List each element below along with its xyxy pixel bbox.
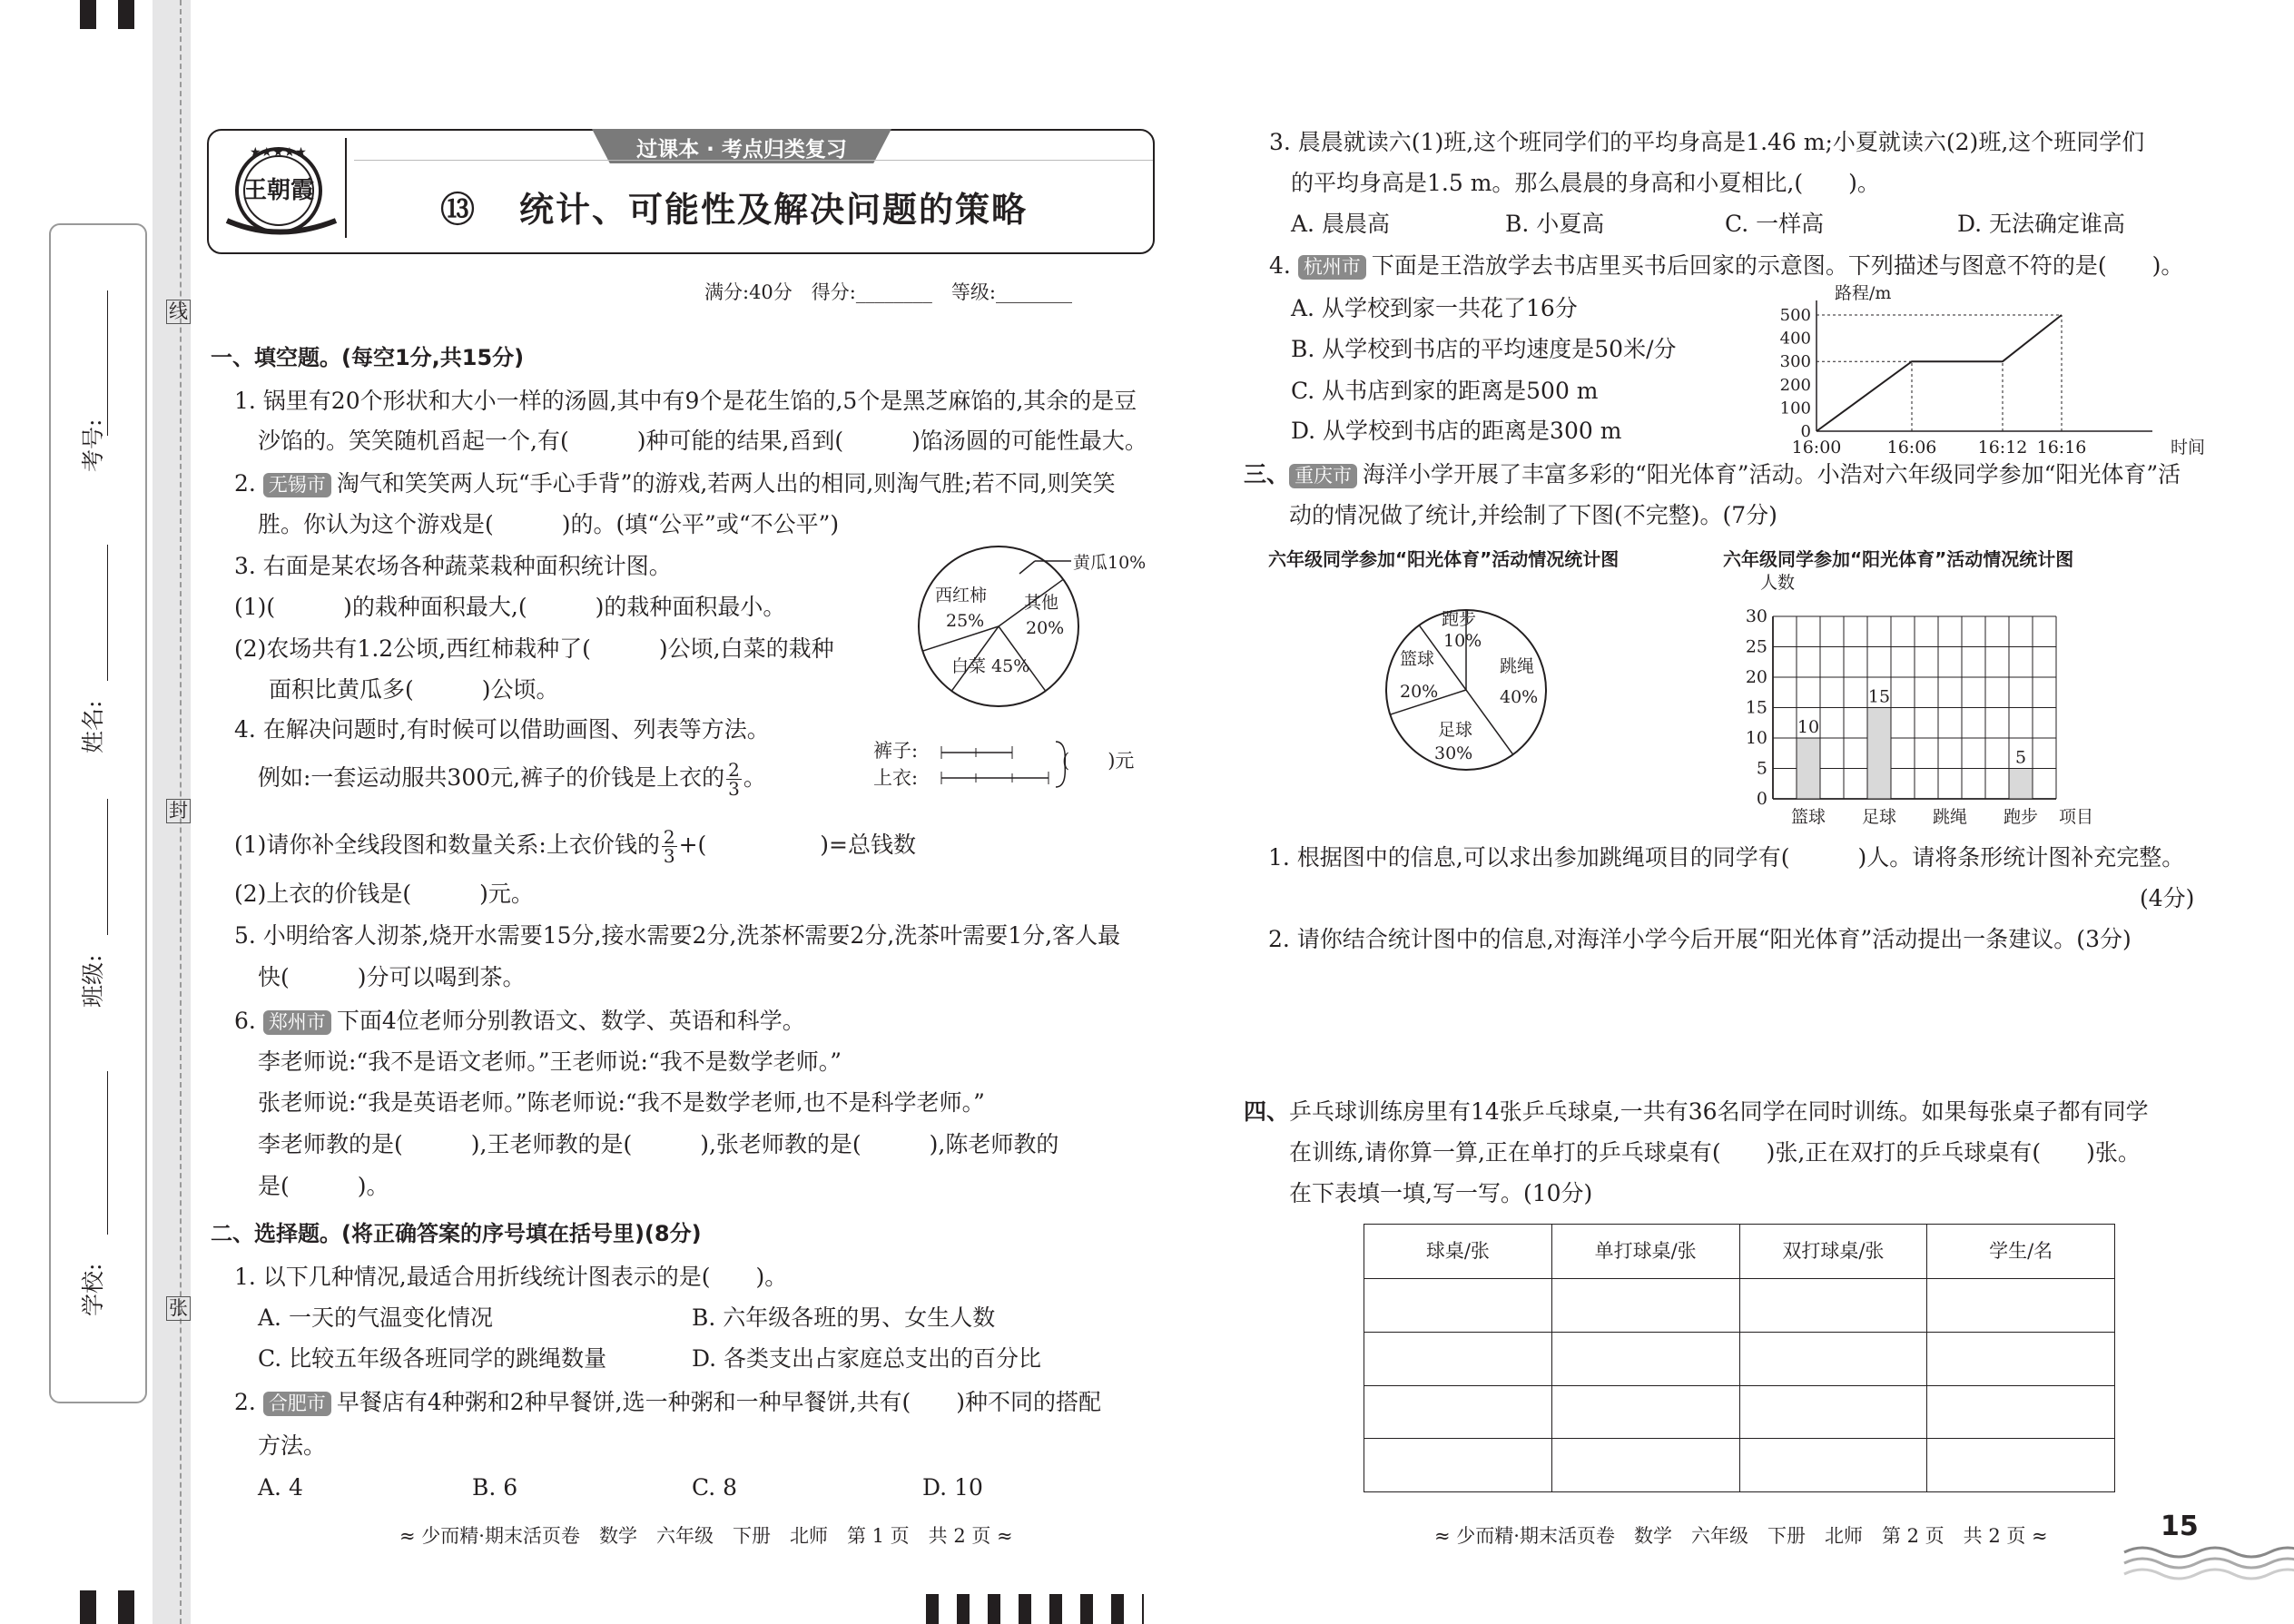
- question-text: 沙馅的。笑笑随机舀起一个,有( )种可能的结果,舀到( )馅汤圆的可能性最大。: [258, 428, 1147, 454]
- pie-chart-title: 六年级同学参加“阳光体育”活动情况统计图: [1268, 548, 1620, 570]
- option-c[interactable]: C. 一样高: [1725, 211, 1825, 237]
- table-cell[interactable]: [1551, 1332, 1739, 1385]
- seg-label-shirt: 上衣:: [873, 767, 919, 789]
- question-text: 动的情况做了统计,并绘制了下图(不完整)。(7分): [1289, 502, 1777, 528]
- table-header: 单打球桌/张: [1551, 1225, 1739, 1279]
- bar-足球: [1867, 708, 1891, 800]
- pie-label: 40%: [1500, 687, 1539, 707]
- score-line: 满分:40分 得分:________ 等级:________: [704, 281, 1072, 303]
- question-text: 3. 晨晨就读六(1)班,这个班同学们的平均身高是1.46 m;小夏就读六(2)班,这个班同学们: [1269, 129, 2145, 155]
- registration-mark: [118, 0, 134, 29]
- school-line[interactable]: [107, 1071, 109, 1235]
- bar-chart-title: 六年级同学参加“阳光体育”活动情况统计图: [1723, 548, 2074, 570]
- question-text: 例如:一套运动服共300元,裤子的价钱是上衣的: [258, 764, 725, 791]
- table-cell[interactable]: [1927, 1332, 2115, 1385]
- footer-right: ≈ 少而精·期末活页卷 数学 六年级 下册 北师 第 2 页 共 2 页 ≈: [1434, 1525, 2048, 1547]
- table-cell[interactable]: [1364, 1332, 1552, 1385]
- table-cell[interactable]: [1551, 1279, 1739, 1333]
- y-tick-label: 5: [1756, 758, 1767, 779]
- y-tick-label: 300: [1779, 352, 1811, 372]
- y-tick-label: 20: [1745, 667, 1767, 687]
- option-c[interactable]: C. 8: [692, 1474, 738, 1501]
- question-text: 在下表填一填,写一写。(10分): [1289, 1180, 1593, 1206]
- question-text: 乒乓球训练房里有14张乒乓球桌,一共有36名同学在同时训练。如果每张桌子都有同学: [1289, 1098, 2149, 1125]
- fraction: $\frac{2}{3}$: [663, 826, 675, 867]
- sports-bar-chart[interactable]: [1729, 572, 2092, 831]
- table-grid: [1364, 1224, 2115, 1492]
- x-tick-label: 跳绳: [1932, 807, 1968, 827]
- option-b[interactable]: B. 6: [472, 1474, 518, 1501]
- option-d[interactable]: D. 无法确定谁高: [1957, 211, 2126, 237]
- x-tick-label: 16:12: [1977, 438, 2028, 458]
- vegetable-pie-chart: [908, 536, 1171, 717]
- table-cell[interactable]: [1927, 1279, 2115, 1333]
- question-text: 的平均身高是1.5 m。那么晨晨的身高和小夏相比,( )。: [1291, 170, 1880, 196]
- data-label: 15: [1867, 686, 1891, 707]
- question-text: 1. 锅里有20个形状和大小一样的汤圆,其中有9个是花生馅的,5个是黑芝麻馅的,其余的是豆: [234, 388, 1137, 414]
- y-tick-label: 100: [1779, 399, 1811, 418]
- wave-decoration: [2124, 1543, 2294, 1589]
- sports-pie-chart: [1380, 599, 1561, 781]
- region-tag: 合肥市: [263, 1392, 331, 1416]
- option-b[interactable]: B. 从学校到书店的平均速度是50米/分: [1291, 336, 1677, 362]
- y-tick-label: 0: [1756, 789, 1767, 809]
- page-title: 统计、可能性及解决问题的策略: [519, 190, 1029, 230]
- fraction: $\frac{2}{3}$: [728, 759, 740, 800]
- table-cell[interactable]: [1739, 1332, 1927, 1385]
- x-tick-label: 16:00: [1791, 438, 1842, 458]
- subtitle: 过课本 · 考点归类复习: [636, 138, 847, 162]
- lesson-number: ⑬: [440, 190, 476, 230]
- registration-mark: [118, 1590, 134, 1624]
- class-label: 班级:: [80, 954, 106, 1008]
- table-cell[interactable]: [1364, 1279, 1552, 1333]
- region-tag: 郑州市: [263, 1010, 331, 1035]
- option-d[interactable]: D. 各类支出占家庭总支出的百分比: [692, 1345, 1042, 1372]
- distance-line-chart: [1775, 283, 2206, 458]
- table-cell[interactable]: [1739, 1439, 1927, 1492]
- segment-diagram[interactable]: [940, 737, 1076, 792]
- header-rule: [354, 160, 1153, 162]
- question-text: 在训练,请你算一算,正在单打的乒乓球桌有( )张,正在双打的乒乓球桌有( )张。: [1289, 1139, 2141, 1166]
- registration-mark: [926, 1594, 1144, 1624]
- bar-跑步: [2009, 769, 2033, 800]
- exam-number-line[interactable]: [107, 290, 109, 436]
- pie-label: 白菜 45%: [951, 656, 1030, 676]
- pie-label: 黄瓜10%: [1073, 553, 1147, 573]
- registration-mark: [80, 0, 96, 29]
- x-tick-label: 16:16: [2036, 438, 2087, 458]
- question-text: 下面4位老师分别教语文、数学、英语和科学。: [336, 1008, 805, 1034]
- table-cell[interactable]: [1551, 1385, 1739, 1439]
- student-info-box: [49, 223, 147, 1403]
- pie-label: 20%: [1400, 682, 1439, 702]
- question-text: 快( )分可以喝到茶。: [258, 964, 526, 990]
- section2-heading: 二、选择题。(将正确答案的序号填在括号里)(8分): [211, 1221, 702, 1246]
- question-text: 胜。你认为这个游戏是( )的。(填“公平”或“不公平”): [258, 511, 840, 537]
- table-cell[interactable]: [1739, 1279, 1927, 1333]
- seg-label-pants: 裤子:: [873, 740, 919, 762]
- pie-label: 其他: [1024, 593, 1059, 613]
- table-cell[interactable]: [1927, 1439, 2115, 1492]
- table-cell[interactable]: [1364, 1439, 1552, 1492]
- question-text: 是( )。: [258, 1173, 389, 1199]
- pie-label: 25%: [946, 611, 985, 631]
- x-tick-label: 16:06: [1886, 438, 1937, 458]
- x-tick-label: 足球: [1861, 807, 1897, 827]
- seal-seal-label: 封: [166, 799, 191, 823]
- question-text: 1. 根据图中的信息,可以求出参加跳绳项目的同学有( )人。请将条形统计图补充完整。: [1268, 844, 2185, 871]
- bar-篮球: [1797, 738, 1820, 799]
- question-text: 淘气和笑笑两人玩“手心手背”的游戏,若两人出的相同,则淘气胜;若不同,则笑笑: [336, 470, 1116, 497]
- x-tick-label: 篮球: [1790, 807, 1826, 827]
- region-tag: 无锡市: [263, 473, 331, 497]
- logo: [222, 134, 340, 241]
- footer-left: ≈ 少而精·期末活页卷 数学 六年级 下册 北师 第 1 页 共 2 页 ≈: [399, 1525, 1013, 1547]
- pie-label: 30%: [1434, 743, 1473, 763]
- data-label: 10: [1797, 717, 1820, 737]
- option-c[interactable]: C. 比较五年级各班同学的跳绳数量: [258, 1345, 607, 1372]
- question-text: 面积比黄瓜多( )公顷。: [269, 676, 559, 703]
- section1-heading: 一、填空题。(每空1分,共15分): [211, 345, 525, 370]
- option-d[interactable]: D. 10: [922, 1474, 983, 1501]
- pie-label: 西红柿: [935, 586, 988, 605]
- table-cell[interactable]: [1551, 1439, 1739, 1492]
- question-text: 早餐店有4种粥和2种早餐饼,选一种粥和一种早餐饼,共有( )种不同的搭配: [336, 1389, 1102, 1415]
- svg-text:★★★★★: ★★★★★: [250, 145, 307, 160]
- table-cell[interactable]: [1927, 1385, 2115, 1439]
- pie-label: 10%: [1443, 631, 1482, 651]
- exam-number-label: 考号:: [80, 418, 106, 472]
- pie-label: 篮球: [1400, 649, 1435, 669]
- pie-label: 足球: [1438, 720, 1473, 740]
- svg-text:王朝霞: 王朝霞: [242, 177, 315, 204]
- class-line[interactable]: [107, 799, 109, 935]
- table-cell[interactable]: [1364, 1385, 1552, 1439]
- option-a[interactable]: A. 4: [258, 1474, 303, 1501]
- question-text: 海洋小学开展了丰富多彩的“阳光体育”活动。小浩对六年级同学参加“阳光体育”活: [1363, 461, 2181, 487]
- question-text: 方法。: [258, 1432, 327, 1459]
- table-cell[interactable]: [1739, 1385, 1927, 1439]
- option-a[interactable]: A. 晨晨高: [1291, 211, 1390, 237]
- school-label: 学校:: [80, 1263, 106, 1316]
- table-header: 学生/名: [1927, 1225, 2115, 1279]
- section4-heading: 四、: [1244, 1098, 1290, 1125]
- question-text: 2. 请你结合统计图中的信息,对海洋小学今后开展“阳光体育”活动提出一条建议。(3分): [1268, 926, 2132, 952]
- registration-mark: [80, 1590, 96, 1624]
- question-text: +( )=总钱数: [678, 832, 916, 858]
- y-axis-label: 路程/m: [1835, 283, 1892, 303]
- pie-label: 跳绳: [1500, 656, 1535, 676]
- question-text: 下面是王浩放学去书店里买书后回家的示意图。下列描述与图意不符的是( )。: [1371, 252, 2184, 279]
- y-tick-label: 30: [1745, 606, 1767, 626]
- question-text: 4. 在解决问题时,有时候可以借助画图、列表等方法。: [234, 716, 770, 743]
- region-tag: 杭州市: [1298, 255, 1366, 280]
- x-axis-label: 项目: [2058, 807, 2094, 827]
- option-b[interactable]: B. 六年级各班的男、女生人数: [692, 1304, 996, 1331]
- seal-line-label: 线: [166, 300, 191, 324]
- y-tick-label: 10: [1745, 728, 1767, 748]
- option-d[interactable]: D. 从学校到书店的距离是300 m: [1291, 418, 1622, 444]
- pie-label: 跑步: [1442, 609, 1477, 629]
- y-tick-label: 0: [1800, 422, 1811, 441]
- y-tick-label: 200: [1779, 375, 1811, 395]
- answer-area[interactable]: [1289, 962, 2188, 1071]
- data-label: 5: [2014, 747, 2027, 768]
- question-text: 5. 小明给客人沏茶,烧开水需要15分,接水需要2分,洗茶杯需要2分,洗茶叶需要1分,客人最: [234, 922, 1121, 949]
- question-text: 3. 右面是某农场各种蔬菜栽种面积统计图。: [234, 553, 672, 579]
- question-text: (2)上衣的价钱是( )元。: [234, 881, 534, 907]
- y-tick-label: 25: [1745, 636, 1767, 657]
- seg-answer[interactable]: ( )元: [1062, 750, 1135, 772]
- option-b[interactable]: B. 小夏高: [1505, 211, 1605, 237]
- page-number: 15: [2161, 1511, 2199, 1542]
- name-line[interactable]: [107, 545, 109, 681]
- region-tag: 重庆市: [1289, 464, 1357, 488]
- y-tick-label: 400: [1779, 329, 1811, 349]
- table-header: 双打球桌/张: [1739, 1225, 1927, 1279]
- question-text: 李老师教的是( ),王老师教的是( ),张老师教的是( ),陈老师教的: [258, 1131, 1059, 1157]
- question-text: 张老师说:“我是英语老师。”陈老师说:“我不是数学老师,也不是科学老师。”: [258, 1089, 985, 1116]
- y-axis-label: 人数: [1760, 573, 1796, 593]
- question-text: (4分): [2140, 885, 2195, 911]
- y-tick-label: 500: [1779, 306, 1811, 325]
- name-label: 姓名:: [80, 700, 106, 753]
- section3-heading: 三、: [1244, 461, 1290, 487]
- table-header: 球桌/张: [1364, 1225, 1552, 1279]
- series-line: [1816, 315, 2062, 431]
- option-c[interactable]: C. 从书店到家的距离是500 m: [1291, 378, 1599, 404]
- option-a[interactable]: A. 一天的气温变化情况: [258, 1304, 493, 1331]
- x-tick-label: 跑步: [2003, 807, 2039, 827]
- question-text: 1. 以下几种情况,最适合用折线统计图表示的是( )。: [234, 1264, 788, 1290]
- y-tick-label: 15: [1745, 697, 1767, 718]
- seal-close-label: 张: [166, 1296, 191, 1321]
- option-a[interactable]: A. 从学校到家一共花了16分: [1291, 295, 1578, 321]
- question-text: 李老师说:“我不是语文老师。”王老师说:“我不是数学老师。”: [258, 1048, 842, 1075]
- question-text: (1)( )的栽种面积最大,( )的栽种面积最小。: [234, 594, 786, 620]
- x-axis-label: 时间: [2171, 438, 2206, 458]
- header-divider: [345, 138, 347, 238]
- question-text: (2)农场共有1.2公顷,西红柿栽种了( )公顷,白菜的栽种: [234, 635, 834, 662]
- question-text: (1)请你补全线段图和数量关系:上衣价钱的: [234, 832, 660, 858]
- pie-label: 20%: [1026, 618, 1065, 638]
